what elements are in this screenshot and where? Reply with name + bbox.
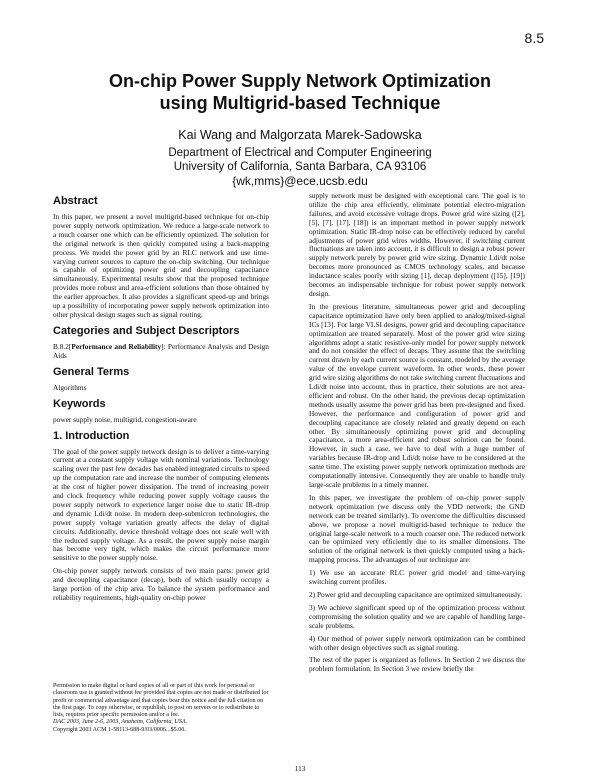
author-email: {wk,mms}@ece.ucsb.edu <box>232 174 368 188</box>
footnote-conference: DAC 2003, June 2-6, 2003, Anaheim, California, USA. <box>53 719 188 726</box>
footnote-permission: Permission to make digital or hard copies of all or part of this work for personal or classroom use is granted without fee provided that copies are not made or distributed for profit or commercial advantage and that copies bear this notice and the full citation on the first page. To copy otherwise, or republish, to post on servers or to redistribute to lists, requires prior specific permission and/or a fee. <box>53 683 269 719</box>
categories-heading: Categories and Subject Descriptors <box>53 324 240 337</box>
abstract-text: In this paper, we present a novel multigrid-based technique for on-chip power supply network optimization. We reduce a large-scale network to a much coarser one which can be efficiently optimized. The solution for the original network is then quickly computed using a back-mapping process. We model the power grid by an RLC network and use time-varying current sources to capture the on-chip switching. Our technique is capable of optimizing power grid and decoupling capacitance simultaneously. Experimental results show that the proposed technique provides more robust and area-efficient solutions than those obtained by the earlier approaches. It also provides a significant speed-up and brings up a possibility of incorporating power supply network optimization into other physical design stages such as signal routing. <box>53 212 269 319</box>
right-paragraph-4: The rest of the paper is organized as follows. In Section 2 we discuss the problem formulation. In Section 3 we review briefly the <box>309 655 525 674</box>
university: University of California, Santa Barbara, CA 93106 <box>173 161 427 173</box>
terms-text: Algorithms <box>53 382 87 392</box>
author-block <box>60 128 540 188</box>
paper-title <box>60 70 540 114</box>
advantage-item-4: 4) Our method of power supply network optimization can be combined with other design objectives such as signal routing. <box>309 633 525 652</box>
intro-paragraph-2: On-chip power supply network consists of two main parts: power grid and decoupling capacitance (decap), both of which usually occupy a large portion of the chip area. To balance the system performance and reliability requirements, high-quality on-chip power <box>53 566 269 602</box>
categories-rest: ]: Performance Analysis and Design Aids <box>53 341 269 360</box>
keywords-text: power supply noise, multigrid, congestion-aware <box>53 414 197 424</box>
right-paragraph-3: In this paper, we investigate the problem of on-chip power supply network optimization (we discuss only the VDD network; the GND network can be treated similarly). To overcome the difficulties discussed above, we propose a novel multigrid-based technique to reduce the original large-scale network to a much coarser one. The reduced network can be optimized very efficiently due to its smaller dimensions. The solution of the original network is then quickly computed using a back-mapping process. The advantages of our technique are: <box>309 492 525 565</box>
terms-heading: General Terms <box>53 365 130 378</box>
advantage-item-2: 2) Power grid and decoupling capacitance are optimized simultaneously. <box>309 589 523 599</box>
categories-text <box>53 343 269 361</box>
author-names: Kai Wang and Malgorzata Marek-Sadowska <box>178 128 422 142</box>
categories-bold: Performance and Reliability <box>71 341 162 351</box>
advantage-item-3: 3) We achieve significant speed up of the optimization process without compromising the solution quality and we are capable of handling large-scale problems. <box>309 602 525 630</box>
right-paragraph-2: In the previous literature, simultaneous power grid and decoupling capacitance optimization have only been applied to analog/mixed-signal ICs [13]. For large VLSI designs, power grid and decoupling capacitance optimization are treated separately. Most of the power grid wire sizing algorithms adopt a static resistive-only model for power supply network and do not consider the effect of decaps. They assume that the switching current drawn by each current source is constant, modeled by the average value of the envelope current waveform. In other words, these power grid wire sizing algorithms do not take switching current fluctuations and Ldi/dt noise into account, thus in practice, their solutions are not area-efficient and robust. On the other hand, the previous decap optimization methods usually assume the power grid has been pre-designed and fixed. However, the performance and configuration of power grid and decoupling capacitance are closely related and greatly depend on each other. By simultaneously optimizing power grid and decoupling capacitance, a more area-efficient and robust solution can be found. However, in such a case, we have to deal with a huge number of variables because IR-drop and Ldi/dt noise have to be considered at the same time. The existing power supply network optimization methods are computationally intensive. Consequently they are unable to handle truly large-scale problems in a timely manner. <box>309 301 525 489</box>
abstract-heading: Abstract <box>53 195 98 207</box>
title-line-1: On-chip Power Supply Network Optimization <box>108 71 492 91</box>
right-paragraph-1: supply network must be designed with exceptional care. The goal is to utilize the chip area efficiently, eliminate potential electro-migration failures, and avoid excessive voltage drops. Power grid wire sizing ([2], [5], [7], [17], [18]) is an important method in power supply network optimization. Static IR-drop noise can be effectively reduced by careful adjustments of power grid wires widths. However, if switching current fluctuations are taken into account, it is difficult to design a robust power supply network purely by power grid wire sizing. Dynamic Ldi/dt noise becomes more pronounced as CMOS technology scales, and because inductance scales poorly with sizing [1], decap deployment ([15], [19]) becomes an indispensable technique for robust power supply network design. <box>309 191 525 298</box>
introduction-heading: 1. Introduction <box>53 429 130 442</box>
department: Department of Electrical and Computer Engineering <box>168 147 432 159</box>
left-column <box>53 190 269 607</box>
page-number: 8.5 <box>524 30 544 46</box>
copyright-footnote <box>53 683 269 734</box>
footer-page-number: 113 <box>294 764 306 773</box>
categories-code: B.8.2[ <box>53 341 72 351</box>
title-line-2: using Multigrid-based Technique <box>159 93 441 113</box>
right-column <box>309 192 525 678</box>
footnote-copyright: Copyright 2003 ACM 1-58113-688-9/03/0006...$5.00. <box>53 726 186 733</box>
intro-paragraph-1: The goal of the power supply network design is to deliver a time-varying current at a constant supply voltage with nominal variations. Technology scaling over the past few decades has enabled integrated circuits to speed up the computation rate and increase the number of computing elements at the cost of higher power dissipation. The trend of increasing power and clock frequency while reducing power supply voltage causes the power supply network to experience larger noise due to static IR-drop and dynamic Ldi/dt noise. In modern deep-submicron technologies, the power supply voltage variation greatly affects the delay of digital circuits. Additionally, device threshold voltage does not scale well with the reduced supply voltage. As a result, the power supply noise margin has become very tight, which makes the circuit performance more sensitive to the power supply noise. <box>53 446 269 563</box>
advantage-item-1: 1) We use an accurate RLC power grid model and time-varying switching current profiles. <box>309 568 525 587</box>
keywords-heading: Keywords <box>53 397 106 410</box>
